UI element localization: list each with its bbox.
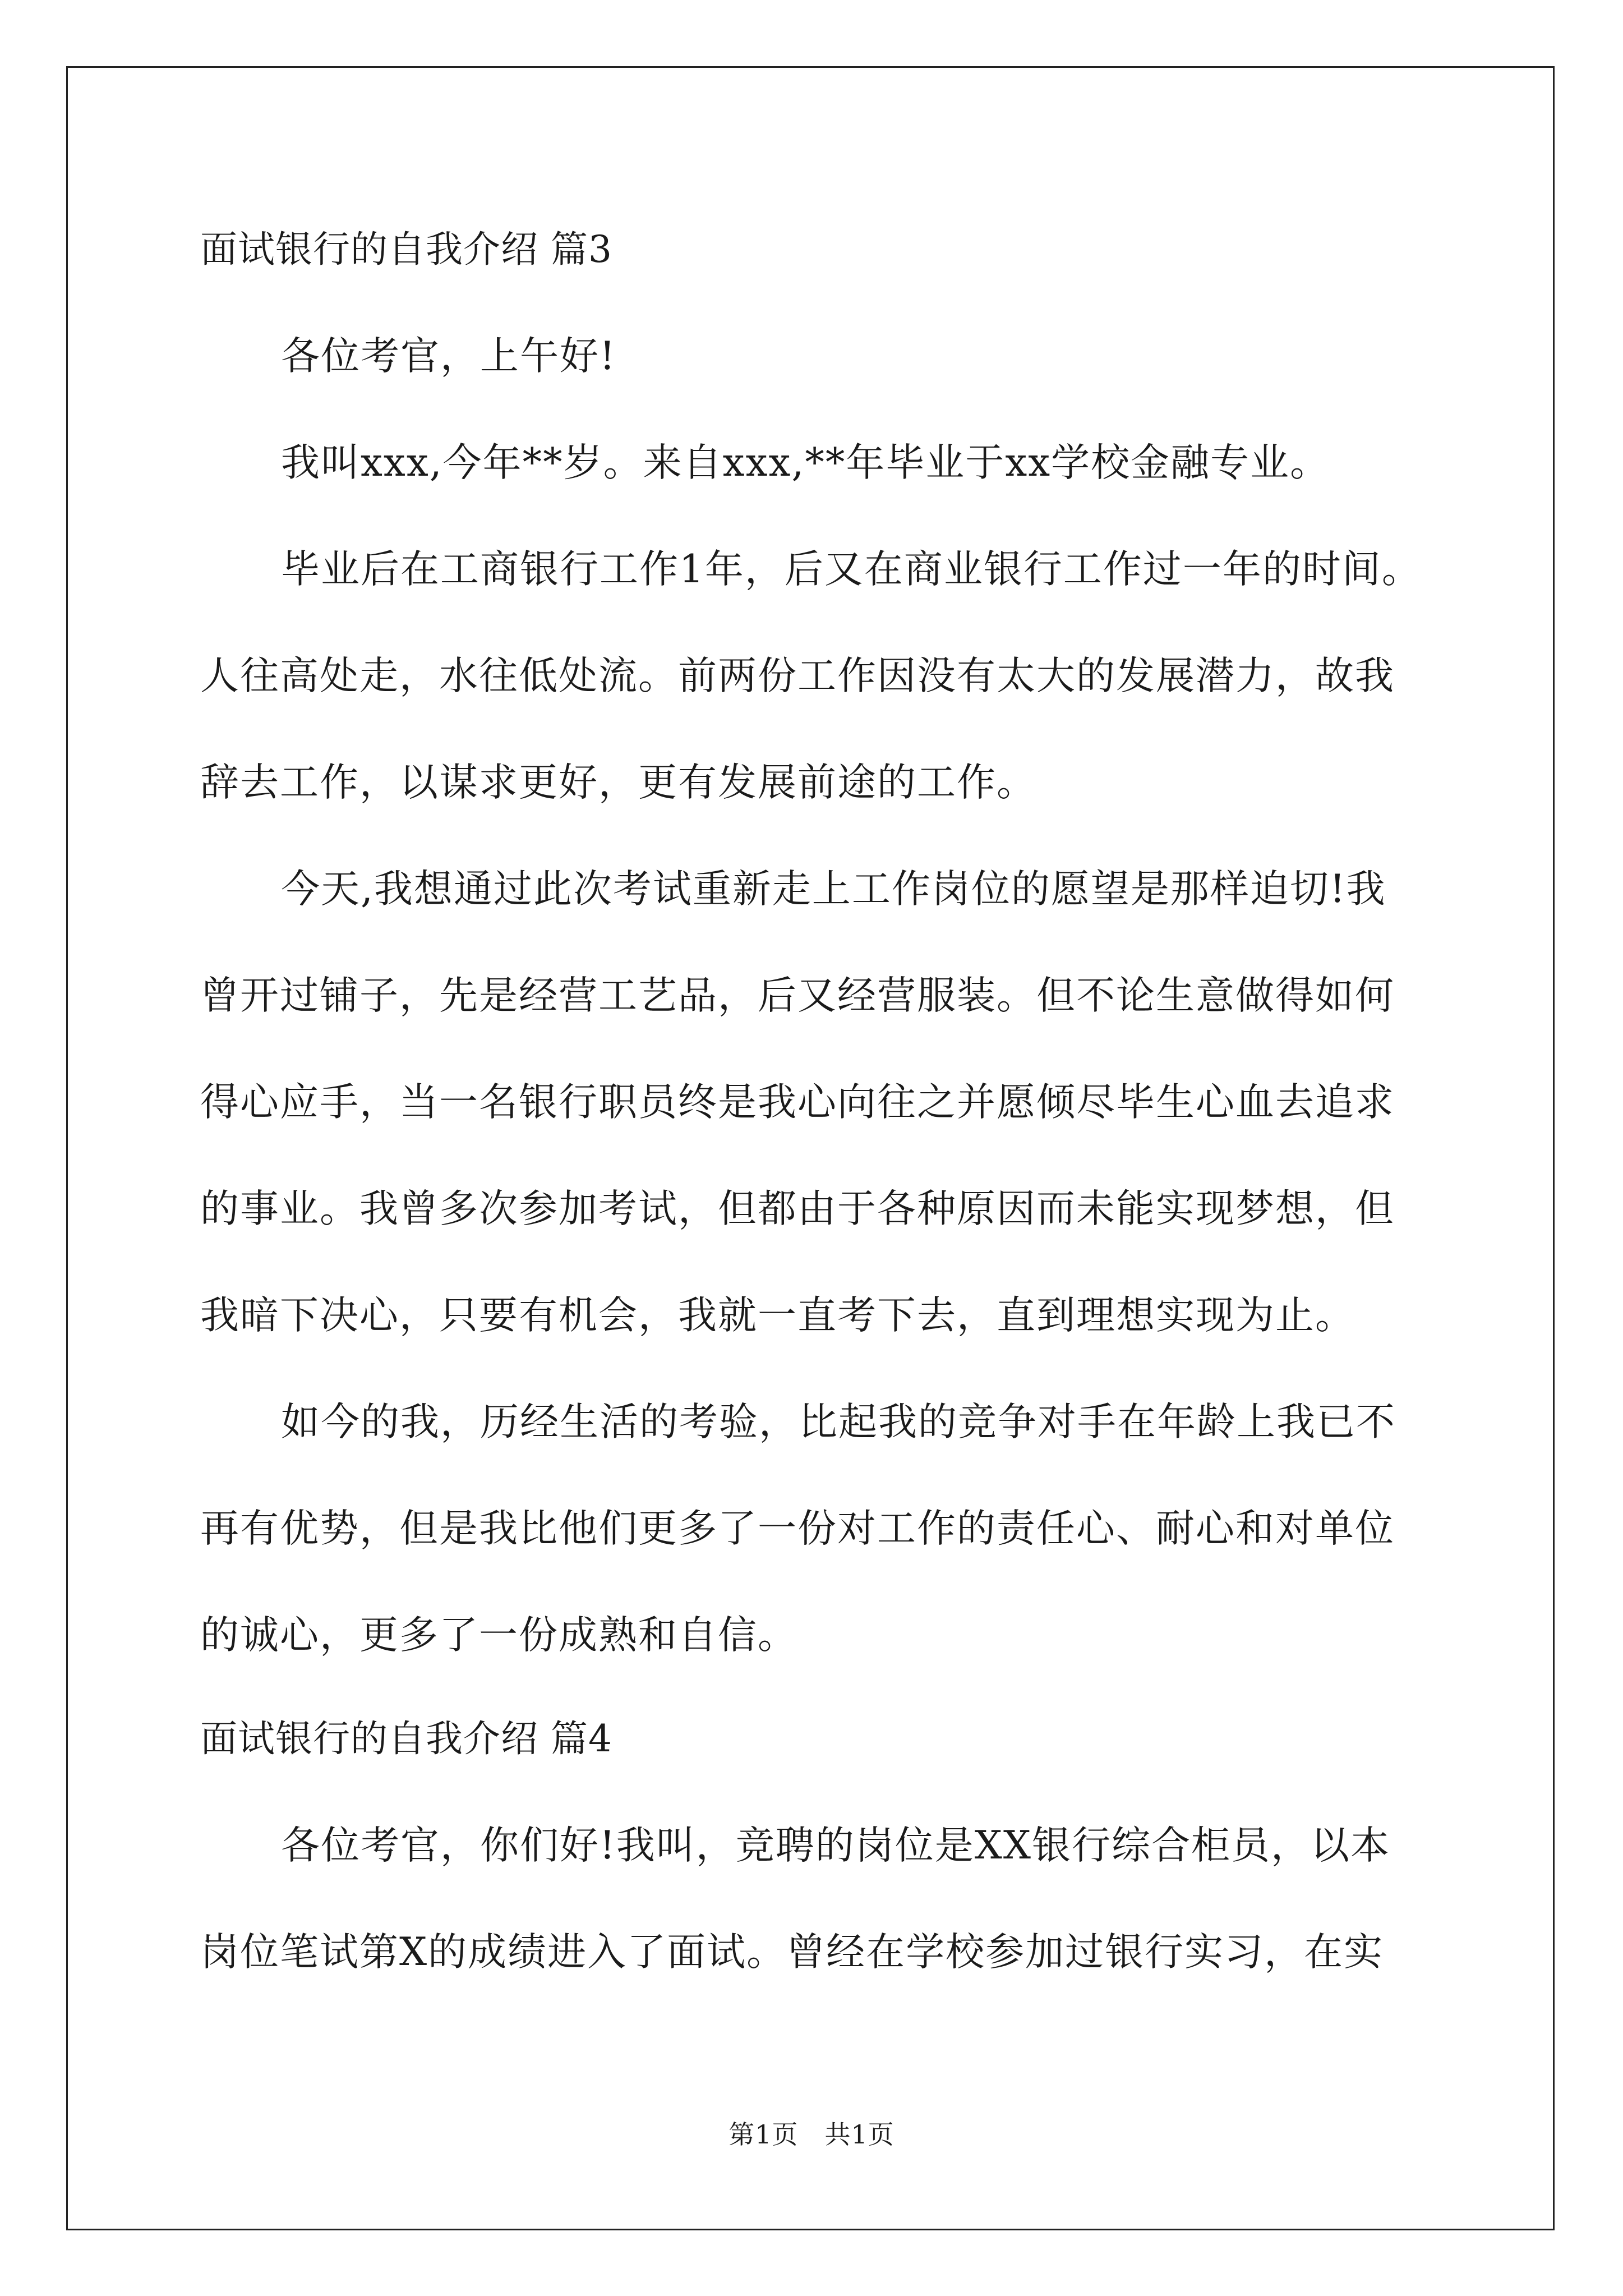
- paragraph-line: 各位考官，上午好!: [281, 334, 616, 379]
- page-footer: 第1页 共1页: [728, 2119, 895, 2150]
- paragraph-line: 我叫xxx,今年**岁。来自xxx,**年毕业于xx学校金融专业。: [281, 440, 1330, 485]
- paragraph-line: 岗位笔试第X的成绩进入了面试。曾经在学校参加过银行实习，在实: [200, 1930, 1384, 1975]
- paragraph-line: 的事业。我曾多次参加考试，但都由于各种原因而未能实现梦想，但: [200, 1186, 1395, 1231]
- section-heading: 面试银行的自我介绍 篇3: [200, 228, 612, 271]
- paragraph-line: 辞去工作，以谋求更好，更有发展前途的工作。: [200, 760, 1036, 805]
- paragraph-line: 的诚心，更多了一份成熟和自信。: [200, 1613, 797, 1658]
- section-heading: 面试银行的自我介绍 篇4: [200, 1717, 612, 1760]
- paragraph-line: 人往高处走，水往低处流。前两份工作因没有太大的发展潜力，故我: [200, 654, 1395, 698]
- page-border: [66, 66, 1555, 2230]
- paragraph-line: 毕业后在工商银行工作1年，后又在商业银行工作过一年的时间。: [281, 547, 1422, 592]
- paragraph-line: 我暗下决心，只要有机会，我就一直考下去，直到理想实现为止。: [200, 1293, 1355, 1338]
- paragraph-line: 如今的我，历经生活的考验，比起我的竞争对手在年龄上我已不: [281, 1400, 1396, 1444]
- paragraph-line: 今天,我想通过此次考试重新走上工作岗位的愿望是那样迫切!我: [281, 867, 1386, 912]
- paragraph-line: 再有优势，但是我比他们更多了一份对工作的责任心、耐心和对单位: [200, 1506, 1395, 1551]
- paragraph-line: 各位考官，你们好!我叫，竞聘的岗位是XX银行综合柜员，以本: [281, 1823, 1390, 1868]
- paragraph-line: 得心应手，当一名银行职员终是我心向往之并愿倾尽毕生心血去追求: [200, 1080, 1395, 1125]
- paragraph-line: 曾开过铺子，先是经营工艺品，后又经营服装。但不论生意做得如何: [200, 973, 1395, 1018]
